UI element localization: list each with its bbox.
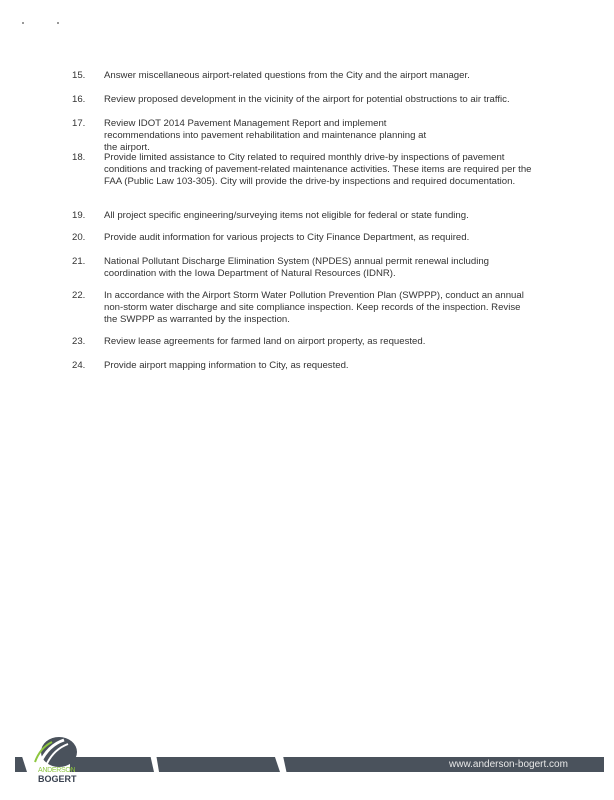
scan-speck [22, 22, 24, 24]
scan-speck [57, 22, 59, 24]
footer-bar-segment [154, 757, 280, 772]
item-number: 17. [72, 118, 86, 129]
item-text: Review proposed development in the vicinity of the airport for potential obstructions to air traffic. [104, 94, 510, 105]
company-logo [32, 736, 82, 788]
item-number: 15. [72, 70, 86, 81]
item-number: 18. [72, 152, 86, 163]
item-text: Review IDOT 2014 Pavement Management Report and implement recommendations into pavement rehabilitation and maintenance planning at the airport. [104, 118, 427, 153]
item-text: Review lease agreements for farmed land on airport property, as requested. [104, 336, 426, 347]
item-number: 20. [72, 232, 86, 243]
item-number: 23. [72, 336, 86, 347]
website-url: www.anderson-bogert.com [449, 759, 568, 770]
item-text: All project specific engineering/surveying items not eligible for federal or state funding. [104, 210, 469, 221]
item-number: 22. [72, 290, 86, 301]
footer-bar-segment [15, 757, 27, 772]
item-text: In accordance with the Airport Storm Water Pollution Prevention Plan (SWPPP), conduct an annual non-storm water discharge and site compliance inspection. Keep records of the inspection. Revise the SWPPP as warranted by the inspection. [104, 290, 524, 325]
item-text: Provide limited assistance to City related to required monthly drive-by inspections of pavement conditions and tracking of pavement-related maintenance activities. These items are required per the FAA (Public Law 103-305). City will provide the drive-by inspections and required documentation. [104, 152, 532, 187]
item-number: 19. [72, 210, 86, 221]
item-number: 24. [72, 360, 86, 371]
logo-text-anderson: ANDERSON [38, 767, 76, 774]
item-text: Provide audit information for various projects to City Finance Department, as required. [104, 232, 470, 243]
item-text: Answer miscellaneous airport-related questions from the City and the airport manager. [104, 70, 470, 81]
logo-text-bogert: BOGERT [38, 774, 77, 784]
item-text: National Pollutant Discharge Elimination System (NPDES) annual permit renewal including coordination with the Iowa Department of Natural Resources (IDNR). [104, 256, 489, 279]
logo-road-icon [32, 736, 82, 768]
item-number: 21. [72, 256, 86, 267]
item-number: 16. [72, 94, 86, 105]
item-text: Provide airport mapping information to City, as requested. [104, 360, 349, 371]
footer-bar-segment [70, 757, 154, 772]
